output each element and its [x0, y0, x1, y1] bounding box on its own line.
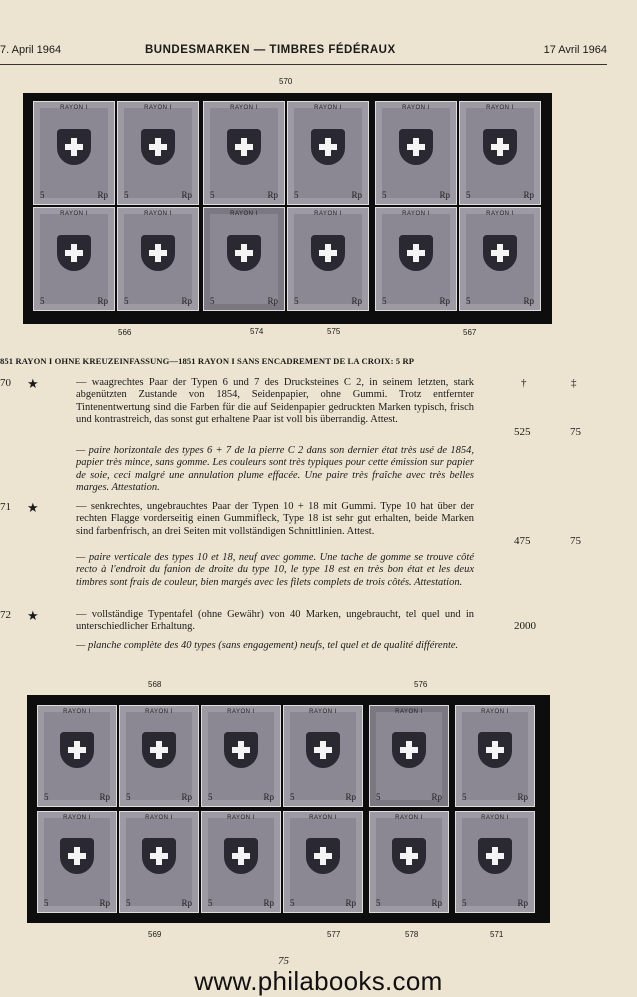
plate2-label-576: 576	[414, 680, 428, 689]
stamp-denomination: 5 Rp	[294, 190, 362, 200]
cross-icon	[413, 138, 419, 156]
plate2-label-568: 568	[148, 680, 162, 689]
stamp-image	[375, 207, 457, 311]
star-icon: ★	[27, 500, 39, 515]
stamp-image	[455, 705, 535, 807]
entry-price-2: 75	[570, 535, 581, 547]
stamp-image	[119, 705, 199, 807]
stamp-image	[455, 811, 535, 913]
plate1-label-566: 566	[118, 328, 132, 337]
stamp-image	[203, 101, 285, 205]
cross-icon	[74, 847, 80, 865]
stamp-image	[459, 101, 541, 205]
cross-icon	[492, 741, 498, 759]
stamp-denomination: 5 Rp	[382, 296, 450, 306]
cross-icon	[325, 244, 331, 262]
cross-icon	[238, 847, 244, 865]
stamp-denomination: 5 Rp	[290, 792, 356, 802]
plate1-top-label: 570	[279, 77, 293, 86]
stamp-plate-2	[27, 695, 550, 923]
stamp-rayon-text: RAYON I	[481, 709, 509, 715]
stamp-rayon-text: RAYON I	[227, 709, 255, 715]
stamp-rayon-text: RAYON I	[314, 211, 342, 217]
stamp-image	[33, 207, 115, 311]
watermark: www.philabooks.com	[194, 966, 443, 996]
cross-icon	[71, 138, 77, 156]
stamp-denomination: 5 Rp	[208, 898, 274, 908]
cross-icon	[320, 741, 326, 759]
stamp-denomination: 5 Rp	[376, 898, 442, 908]
cross-icon	[238, 741, 244, 759]
stamp-image	[119, 811, 199, 913]
cross-icon	[406, 741, 412, 759]
stamp-rayon-text: RAYON I	[314, 105, 342, 111]
entry-price-1: 525	[514, 426, 531, 438]
stamp-image	[117, 207, 199, 311]
cross-icon	[241, 244, 247, 262]
stamp-rayon-text: RAYON I	[145, 815, 173, 821]
stamp-denomination: 5 Rp	[44, 898, 110, 908]
stamp-image	[369, 705, 449, 807]
stamp-rayon-text: RAYON I	[230, 211, 258, 217]
stamp-rayon-text: RAYON I	[63, 815, 91, 821]
cross-icon	[492, 847, 498, 865]
stamp-image	[33, 101, 115, 205]
entry-number: 70	[0, 377, 11, 389]
stamp-denomination: 5 Rp	[208, 792, 274, 802]
entry-number: 72	[0, 609, 11, 621]
cross-icon	[156, 847, 162, 865]
stamp-denomination: 5 Rp	[462, 898, 528, 908]
star-icon: ★	[27, 608, 39, 623]
entry-text-fr: — paire verticale des types 10 et 18, neuf avec gomme. Une tache de gomme se trouve côté recto à l'endroit du fanion de droite du type 10, le type 18 est en très bon état et les deux timbres sont frais de couleur, bien margés avec les filets complets de trois côtés. Attestation.	[76, 552, 474, 588]
stamp-image	[369, 811, 449, 913]
stamp-image	[283, 811, 363, 913]
stamp-image	[37, 705, 117, 807]
cross-icon	[497, 244, 503, 262]
stamp-rayon-text: RAYON I	[63, 709, 91, 715]
stamp-denomination: 5 Rp	[210, 190, 278, 200]
cross-icon	[497, 138, 503, 156]
cross-icon	[413, 244, 419, 262]
stamp-image	[201, 811, 281, 913]
stamp-denomination: 5 Rp	[290, 898, 356, 908]
entry-number: 71	[0, 501, 11, 513]
entry-price-1: 2000	[514, 620, 536, 632]
cross-icon	[320, 847, 326, 865]
stamp-denomination: 5 Rp	[124, 190, 192, 200]
stamp-image	[203, 207, 285, 311]
stamp-rayon-text: RAYON I	[145, 709, 173, 715]
stamp-image	[37, 811, 117, 913]
stamp-rayon-text: RAYON I	[309, 709, 337, 715]
stamp-denomination: 5 Rp	[124, 296, 192, 306]
stamp-denomination: 5 Rp	[466, 190, 534, 200]
stamp-denomination: 5 Rp	[44, 792, 110, 802]
stamp-rayon-text: RAYON I	[486, 211, 514, 217]
entry-text-fr: — paire horizontale des types 6 + 7 de la pierre C 2 dans son dernier état très usé de 1854, papier très mince, sans gomme. Les couleurs sont très typiques pour cette émission sur papier de soie, ceci malgré une annulation plume effacée. Une paire très fraîche avec très belles marges. Attestation.	[76, 445, 474, 494]
plate1-label-575: 575	[327, 327, 341, 336]
stamp-image	[283, 705, 363, 807]
entry-text-de: — waagrechtes Paar der Typen 6 und 7 des Drucksteines C 2, in seinem letzten, stark abgenützten Zustande von 1854, Seidenpapier, ohne Gummi. Trotz entfernter Tintenentwertung sind die Farben für die auf Seidenpapier gedruckten Marken typisch, frisch und kontrastreich, das sonst gut erhaltene Paar ist voll bis überrandig. Attest.	[76, 377, 474, 426]
stamp-denomination: 5 Rp	[40, 190, 108, 200]
entry-price-1: 475	[514, 535, 531, 547]
stamp-rayon-text: RAYON I	[395, 709, 423, 715]
stamp-denomination: 5 Rp	[466, 296, 534, 306]
header-title: BUNDESMARKEN — TIMBRES FÉDÉRAUX	[145, 44, 396, 56]
stamp-rayon-text: RAYON I	[60, 211, 88, 217]
entry-text-fr: — planche complète des 40 types (sans engagement) neufs, tel quel et de qualité différente.	[76, 640, 459, 651]
cross-icon	[325, 138, 331, 156]
cross-icon	[155, 138, 161, 156]
stamp-rayon-text: RAYON I	[402, 211, 430, 217]
plate1-label-574: 574	[250, 327, 264, 336]
stamp-plate-1	[23, 93, 552, 324]
stamp-denomination: 5 Rp	[382, 190, 450, 200]
cross-icon	[71, 244, 77, 262]
stamp-image	[287, 101, 369, 205]
section-title: 851 RAYON I OHNE KREUZEINFASSUNG—1851 RAYON I SANS ENCADREMENT DE LA CROIX: 5 RP	[0, 356, 415, 366]
entry-text-de: — senkrechtes, ungebrauchtes Paar der Typen 10 + 18 mit Gummi. Type 10 hat über der rechten Flagge vorderseitig einen Gummifleck, Type 18 ist sehr gut erhalten, beide Marken sind farbenfrisch, an drei Seiten mit vollständigen Schnittlinien. Attest.	[76, 501, 474, 537]
stamp-denomination: 5 Rp	[294, 296, 362, 306]
stamp-rayon-text: RAYON I	[402, 105, 430, 111]
stamp-rayon-text: RAYON I	[230, 105, 258, 111]
plate2-label-578: 578	[405, 930, 419, 939]
plate2-label-571: 571	[490, 930, 504, 939]
stamp-image	[375, 101, 457, 205]
cross-icon	[406, 847, 412, 865]
stamp-denomination: 5 Rp	[462, 792, 528, 802]
cross-icon	[155, 244, 161, 262]
stamp-image	[117, 101, 199, 205]
stamp-denomination: 5 Rp	[376, 792, 442, 802]
stamp-denomination: 5 Rp	[126, 792, 192, 802]
stamp-image	[459, 207, 541, 311]
stamp-image	[287, 207, 369, 311]
stamp-rayon-text: RAYON I	[309, 815, 337, 821]
stamp-rayon-text: RAYON I	[144, 211, 172, 217]
plate1-label-567: 567	[463, 328, 477, 337]
stamp-denomination: 5 Rp	[40, 296, 108, 306]
entry-text-de: — vollständige Typentafel (ohne Gewähr) von 40 Marken, ungebraucht, tel quel und in unterschiedlicher Erhaltung.	[76, 609, 474, 633]
star-icon: ★	[27, 376, 39, 391]
column-mark-2: ‡	[571, 377, 577, 389]
header-date-de: 7. April 1964	[0, 44, 62, 56]
stamp-rayon-text: RAYON I	[60, 105, 88, 111]
plate2-label-577: 577	[327, 930, 341, 939]
stamp-rayon-text: RAYON I	[227, 815, 255, 821]
cross-icon	[241, 138, 247, 156]
stamp-rayon-text: RAYON I	[144, 105, 172, 111]
plate2-label-569: 569	[148, 930, 162, 939]
stamp-denomination: 5 Rp	[126, 898, 192, 908]
header-rule	[0, 64, 607, 65]
header-date-fr: 17 Avril 1964	[543, 44, 607, 56]
stamp-denomination: 5 Rp	[210, 296, 278, 306]
page-number: 75	[278, 955, 289, 967]
stamp-rayon-text: RAYON I	[395, 815, 423, 821]
cross-icon	[156, 741, 162, 759]
stamp-rayon-text: RAYON I	[486, 105, 514, 111]
stamp-image	[201, 705, 281, 807]
column-mark-1: †	[521, 377, 527, 389]
cross-icon	[74, 741, 80, 759]
entry-price-2: 75	[570, 426, 581, 438]
stamp-rayon-text: RAYON I	[481, 815, 509, 821]
